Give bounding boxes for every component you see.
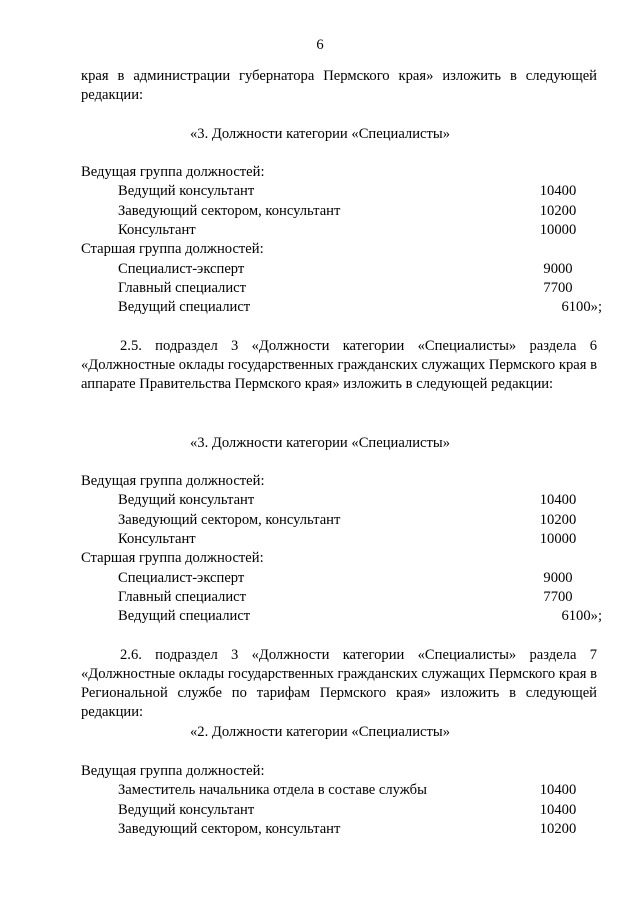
position-title: Ведущий специалист	[118, 299, 251, 315]
position-title: Специалист-эксперт	[118, 570, 245, 586]
salary-row	[118, 298, 602, 317]
position-title: Консультант	[118, 531, 196, 547]
position-title: Специалист-эксперт	[118, 261, 245, 277]
salary-value: 10000	[539, 222, 577, 238]
group-title: Старшая группа должностей:	[81, 550, 264, 566]
position-title: Заведующий сектором, консультант	[118, 512, 341, 528]
salary-value: 9000	[543, 570, 573, 586]
salary-row	[118, 202, 598, 221]
salary-value: 10200	[539, 203, 577, 219]
position-title: Заведующий сектором, консультант	[118, 821, 341, 837]
group-title: Ведущая группа должностей:	[81, 763, 265, 779]
salary-row	[118, 781, 598, 800]
salary-value: 6100»;	[561, 299, 602, 315]
salary-value: 9000	[543, 261, 573, 277]
position-title: Заместитель начальника отдела в составе службы	[118, 782, 427, 798]
salary-value: 10400	[539, 183, 577, 199]
salary-value: 10200	[539, 821, 577, 837]
position-title: Главный специалист	[118, 589, 247, 605]
salary-value: 10400	[539, 492, 577, 508]
salary-value: 10000	[539, 531, 577, 547]
group-title: Ведущая группа должностей:	[81, 164, 265, 180]
section-heading: «2. Должности категории «Специалисты»	[189, 724, 450, 740]
position-title: Ведущий консультант	[118, 183, 255, 199]
paragraph-2-6: 2.6. подраздел 3 «Должности категории «Специалисты» раздела 7 «Должностные оклады государственных гражданских служащих Пермского края в Региональной службе по тарифам Пермского края» изложить в следующей редакции:	[81, 647, 597, 720]
salary-value: 7700	[543, 589, 573, 605]
salary-row	[118, 260, 598, 279]
salary-row	[118, 607, 602, 626]
salary-value: 7700	[543, 280, 573, 296]
salary-row	[118, 491, 598, 510]
position-title: Заведующий сектором, консультант	[118, 203, 341, 219]
salary-value: 10200	[539, 512, 577, 528]
salary-row	[118, 530, 598, 549]
group-title: Ведущая группа должностей:	[81, 473, 265, 489]
salary-row	[118, 801, 598, 820]
salary-row	[118, 221, 598, 240]
salary-row	[118, 588, 598, 607]
position-title: Ведущий специалист	[118, 608, 251, 624]
salary-row	[118, 279, 598, 298]
salary-value: 10400	[539, 802, 577, 818]
section-heading: «3. Должности категории «Специалисты»	[189, 435, 450, 451]
salary-value: 10400	[539, 782, 577, 798]
position-title: Ведущий консультант	[118, 492, 255, 508]
page-number: 6	[316, 37, 324, 53]
group-title: Старшая группа должностей:	[81, 241, 264, 257]
intro-paragraph: края в администрации губернатора Пермского края» изложить в следующей редакции:	[81, 68, 597, 103]
position-title: Ведущий консультант	[118, 802, 255, 818]
salary-row	[118, 182, 598, 201]
salary-row	[118, 569, 598, 588]
position-title: Главный специалист	[118, 280, 247, 296]
section-heading: «3. Должности категории «Специалисты»	[189, 126, 450, 142]
paragraph-2-5: 2.5. подраздел 3 «Должности категории «Специалисты» раздела 6 «Должностные оклады государственных гражданских служащих Пермского края в аппарате Правительства Пермского края» изложить в следующей редакции:	[81, 338, 597, 392]
position-title: Консультант	[118, 222, 196, 238]
salary-row	[118, 820, 598, 839]
salary-value: 6100»;	[561, 608, 602, 624]
salary-row	[118, 511, 598, 530]
